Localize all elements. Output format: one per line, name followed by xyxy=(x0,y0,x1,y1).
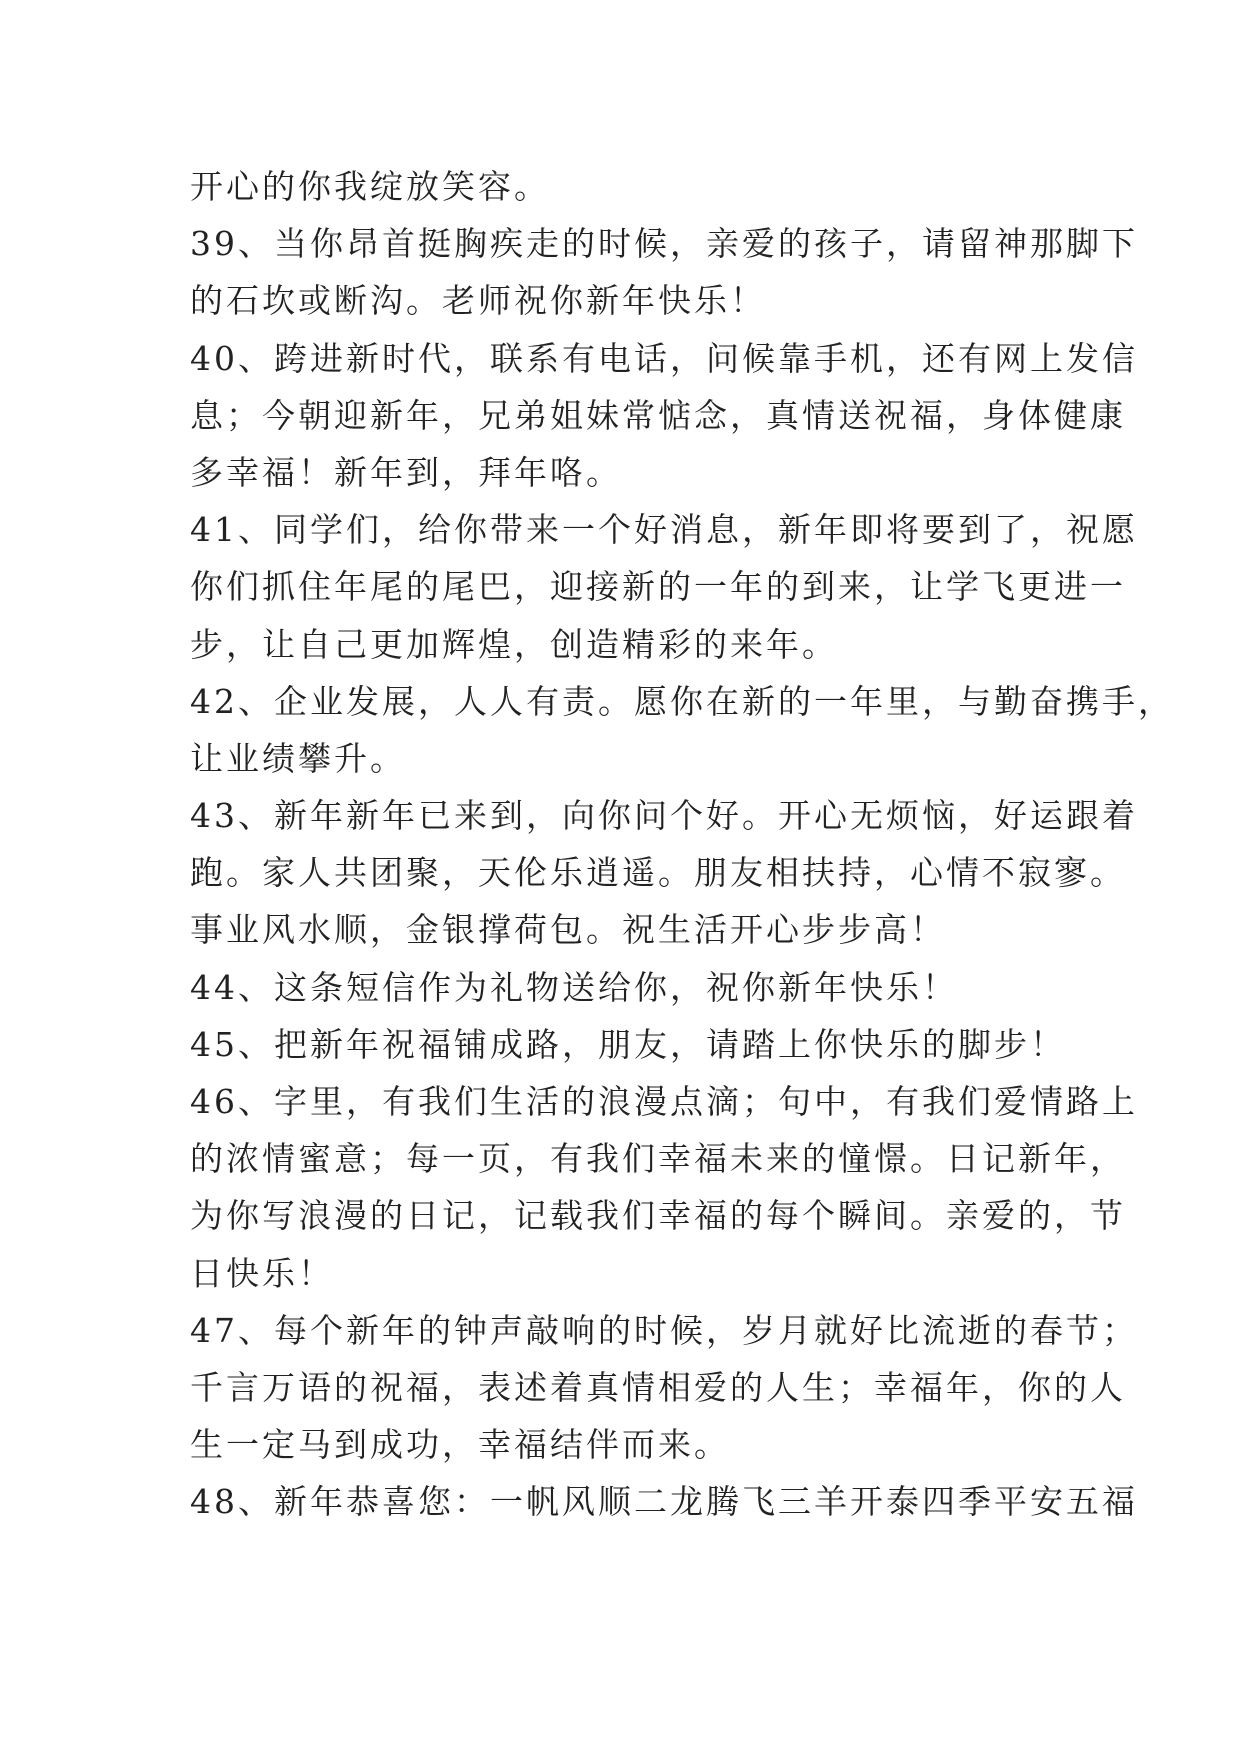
text-line: 的浓情蜜意；每一页，有我们幸福未来的憧憬。日记新年， xyxy=(190,1139,1126,1179)
text-line: 息；今朝迎新年，兄弟姐妹常惦念，真情送祝福，身体健康 xyxy=(190,395,1126,435)
text-line: 46、字里，有我们生活的浪漫点滴；句中，有我们爱情路上 xyxy=(190,1082,1138,1121)
text-line: 45、把新年祝福铺成路，朋友，请踏上你快乐的脚步！ xyxy=(190,1024,1066,1064)
text-line: 事业风水顺，金银撑荷包。祝生活开心步步高！ xyxy=(190,910,946,950)
text-line: 步，让自己更加辉煌，创造精彩的来年。 xyxy=(190,624,838,664)
text-line: 43、新年新年已来到，向你问个好。开心无烦恼，好运跟着 xyxy=(190,796,1138,836)
text-line: 为你写浪漫的日记，记载我们幸福的每个瞬间。亲爱的，节 xyxy=(190,1196,1126,1236)
text-line: 的石坎或断沟。老师祝你新年快乐！ xyxy=(190,281,766,321)
text-line: 39、当你昂首挺胸疾走的时候，亲爱的孩子，请留神那脚下 xyxy=(190,224,1138,264)
text-line: 47、每个新年的钟声敲响的时候，岁月就好比流逝的春节； xyxy=(190,1310,1138,1350)
text-line: 跑。家人共团聚，天伦乐逍遥。朋友相扶持，心情不寂寥。 xyxy=(190,853,1126,893)
text-line: 日快乐！ xyxy=(190,1253,334,1293)
text-line: 千言万语的祝福，表述着真情相爱的人生；幸福年，你的人 xyxy=(190,1367,1126,1407)
text-line: 让业绩攀升。 xyxy=(190,738,406,778)
text-line: 48、新年恭喜您：一帆风顺二龙腾飞三羊开泰四季平安五福 xyxy=(190,1482,1138,1522)
text-line: 开心的你我绽放笑容。 xyxy=(190,167,550,206)
text-line: 41、同学们，给你带来一个好消息，新年即将要到了，祝愿 xyxy=(190,510,1138,550)
text-line: 44、这条短信作为礼物送给你，祝你新年快乐！ xyxy=(190,967,958,1007)
text-line: 多幸福！新年到，拜年咯。 xyxy=(190,452,622,492)
text-line: 40、跨进新时代，联系有电话，问候靠手机，还有网上发信 xyxy=(190,338,1138,378)
text-line: 生一定马到成功，幸福结伴而来。 xyxy=(190,1425,730,1465)
text-line: 你们抓住年尾的尾巴，迎接新的一年的到来，让学飞更进一 xyxy=(190,567,1126,607)
document-body xyxy=(190,158,1174,1531)
text-line: 42、企业发展，人人有责。愿你在新的一年里，与勤奋携手， xyxy=(190,681,1174,721)
